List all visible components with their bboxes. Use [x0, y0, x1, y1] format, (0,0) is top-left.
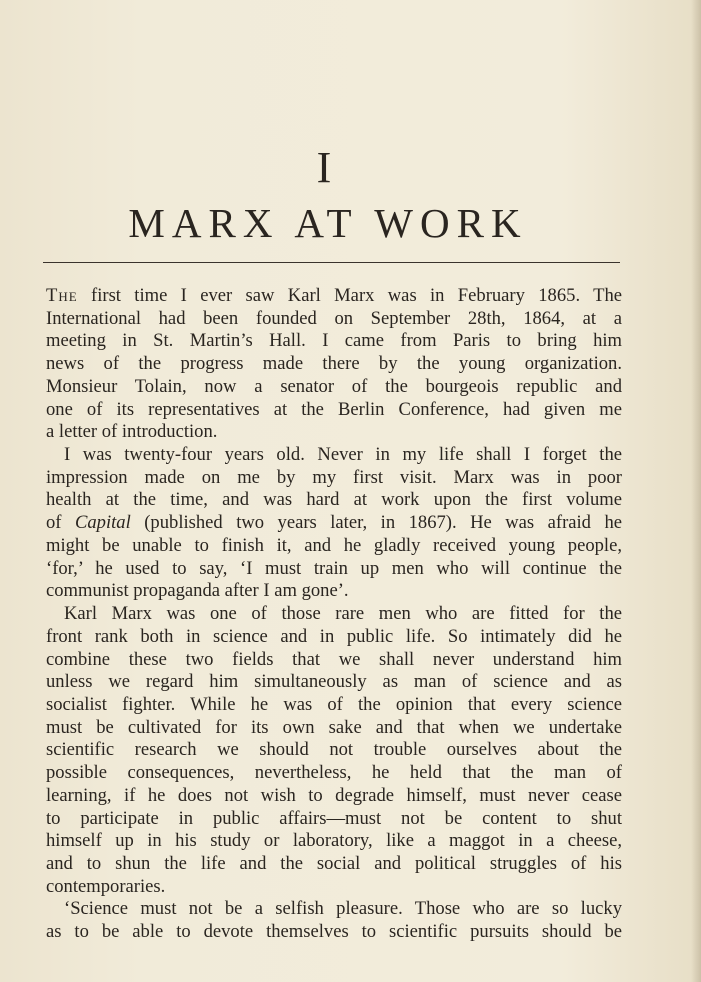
text-segment: of — [46, 512, 75, 534]
book-title-capital: Capital — [74, 512, 131, 534]
text-line: Monsieur Tolain, now a senator of the bourgeois republic and — [46, 375, 622, 397]
text-line: International had been founded on September 28th, 1864, at a — [46, 307, 622, 329]
chapter-number: I — [316, 143, 334, 192]
body-text — [46, 285, 622, 944]
text-line: one of its representatives at the Berlin Conference, had given me — [46, 398, 622, 420]
text-line: learning, if he does not wish to degrade himself, must never cease — [46, 784, 622, 806]
page-gutter-shadow — [691, 0, 701, 982]
text-line: a letter of introduction. — [46, 421, 218, 443]
text-segment: (published two years later, in 1867). He was afraid he — [130, 512, 623, 534]
text-line: I was twenty-four years old. Never in my life shall I forget the — [64, 444, 622, 466]
text-line: ‘Science must not be a selfish pleasure. Those who are so lucky — [64, 898, 622, 920]
text-line: socialist fighter. While he was of the opinion that every science — [46, 693, 622, 715]
text-line: to participate in public affairs—must not be content to shut — [46, 807, 622, 829]
text-line: front rank both in science and in public life. So intimately did he — [46, 625, 622, 647]
text-line: ‘for,’ he used to say, ‘I must train up men who will continue the — [46, 557, 622, 579]
text-line: meeting in St. Martin’s Hall. I came from Paris to bring him — [46, 330, 622, 352]
text-line: contemporaries. — [46, 875, 166, 897]
text-line: scientific research we should not trouble ourselves about the — [46, 739, 622, 761]
text-line: Karl Marx was one of those rare men who are fitted for the — [64, 603, 622, 625]
chapter-title: MARX AT WORK — [128, 200, 528, 246]
text-line: as to be able to devote themselves to scientific pursuits should be — [46, 921, 622, 943]
text-line: might be unable to finish it, and he gladly received young people, — [46, 534, 622, 556]
text-line: impression made on me by my first visit. Marx was in poor — [46, 466, 622, 488]
text-line: news of the progress made there by the young organization. — [46, 353, 622, 375]
text-line: himself up in his study or laboratory, like a maggot in a cheese, — [46, 830, 622, 852]
text-line: must be cultivated for its own sake and that when we undertake — [46, 716, 622, 738]
text-line: possible consequences, nevertheless, he held that the man of — [46, 762, 622, 784]
text-line: unless we regard him simultaneously as man of science and as — [46, 671, 622, 693]
text-line — [46, 285, 622, 308]
text-line: combine these two fields that we shall never understand him — [46, 648, 622, 670]
text-line: and to shun the life and the social and political struggles of his — [46, 852, 622, 874]
text-line: communist propaganda after I am gone’. — [46, 580, 349, 602]
text-line: health at the time, and was hard at work upon the first volume — [46, 489, 622, 511]
title-rule — [43, 262, 620, 263]
text-line — [46, 512, 622, 535]
text-line-rest: first time I ever saw Karl Marx was in February 1865. The — [77, 285, 622, 306]
opening-word: The — [46, 285, 78, 306]
